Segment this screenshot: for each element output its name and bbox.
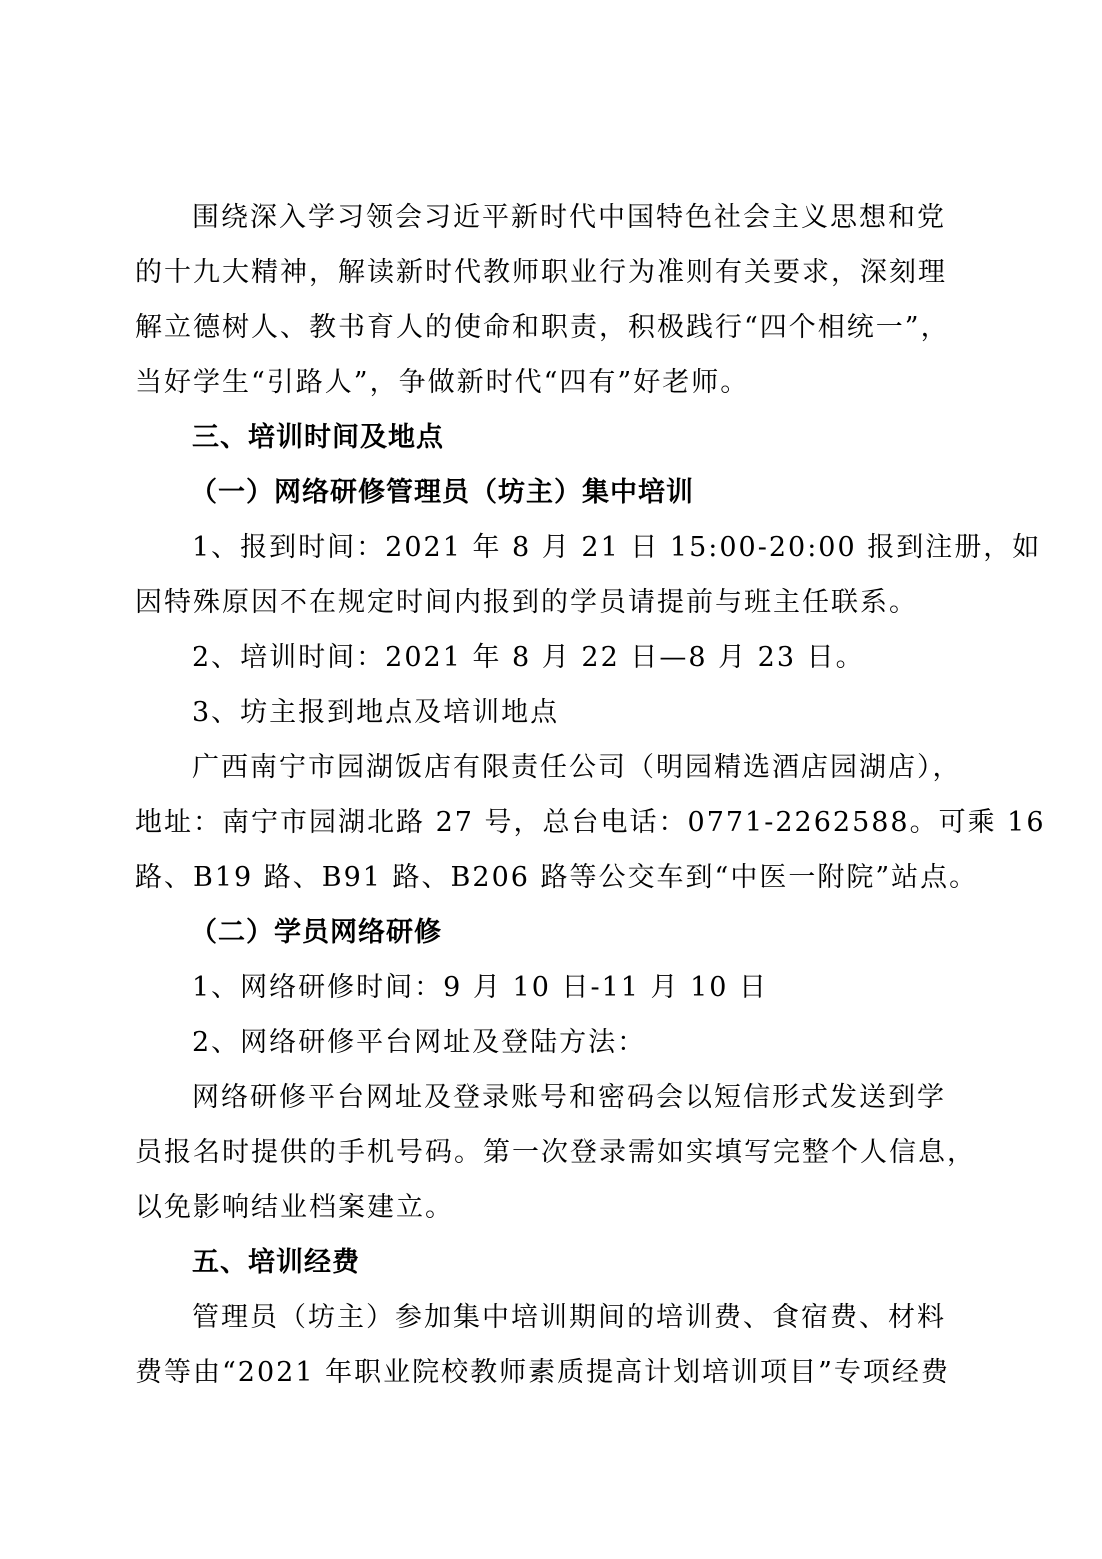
paragraph-line: 当好学生“引路人”，争做新时代“四有”好老师。	[135, 367, 750, 398]
paragraph-line: 3、坊主报到地点及培训地点	[192, 697, 560, 728]
paragraph-line: 网络研修平台网址及登录账号和密码会以短信形式发送到学	[192, 1082, 946, 1113]
section-heading: 三、培训时间及地点	[192, 422, 444, 453]
paragraph-line: 路、B19 路、B91 路、B206 路等公交车到“中医一附院”站点。	[135, 862, 979, 893]
paragraph-line: 的十九大精神，解读新时代教师职业行为准则有关要求，深刻理	[135, 257, 947, 288]
paragraph-line: 以免影响结业档案建立。	[135, 1192, 454, 1223]
paragraph-line: 费等由“2021 年职业院校教师素质提高计划培训项目”专项经费	[135, 1357, 950, 1388]
paragraph-line: 围绕深入学习领会习近平新时代中国特色社会主义思想和党	[192, 202, 946, 233]
paragraph-line: 因特殊原因不在规定时间内报到的学员请提前与班主任联系。	[135, 587, 918, 618]
paragraph-line: 广西南宁市园湖饭店有限责任公司（明园精选酒店园湖店），	[192, 752, 962, 783]
subsection-heading: （一）网络研修管理员（坊主）集中培训	[190, 477, 694, 508]
paragraph-line: 解立德树人、教书育人的使命和职责，积极践行“四个相统一”，	[135, 312, 950, 343]
document-body	[135, 190, 1046, 1400]
paragraph-line: 地址：南宁市园湖北路 27 号，总台电话：0771-2262588。可乘 16	[135, 807, 1046, 838]
paragraph-line: 管理员（坊主）参加集中培训期间的培训费、食宿费、材料	[192, 1302, 946, 1333]
paragraph-line: 2、培训时间：2021 年 8 月 22 日—8 月 23 日。	[192, 642, 865, 673]
paragraph-line: 员报名时提供的手机号码。第一次登录需如实填写完整个人信息，	[135, 1137, 976, 1168]
subsection-heading: （二）学员网络研修	[190, 917, 442, 948]
paragraph-line: 1、网络研修时间：9 月 10 日-11 月 10 日	[192, 972, 769, 1003]
section-heading: 五、培训经费	[192, 1247, 360, 1278]
paragraph-line: 2、网络研修平台网址及登陆方法：	[192, 1027, 647, 1058]
paragraph-line: 1、报到时间：2021 年 8 月 21 日 15:00-20:00 报到注册，如	[192, 532, 1042, 563]
